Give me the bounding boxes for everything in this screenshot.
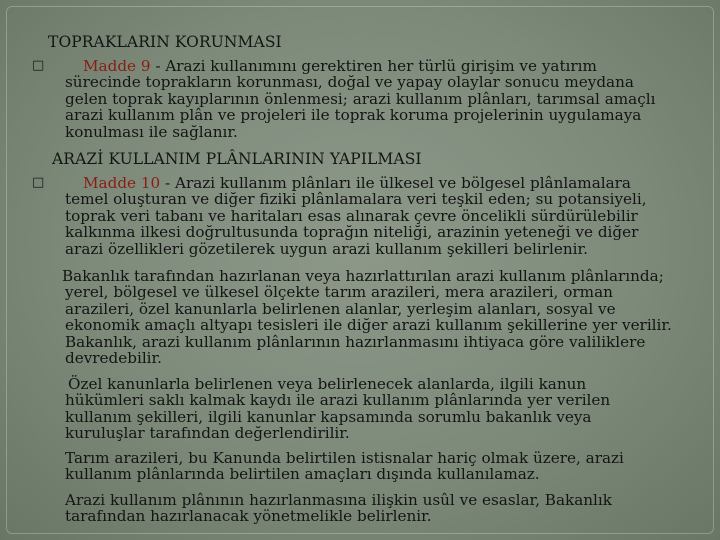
paragraph-usul-esaslar — [65, 492, 695, 525]
heading-arazi-kullanim: ARAZİ KULLANIM PLÂNLARININ YAPILMASI — [52, 150, 422, 168]
paragraph-tarim-arazileri-line-1: Tarım arazileri, bu Kanunda belirtilen istisnalar hariç olmak üzere, arazi — [65, 449, 624, 467]
paragraph-bakanlik-line-6: devredebilir. — [65, 349, 162, 368]
madde-10-line-4: kalkınma ilkesi doğrultusunda toprağın niteliği, arazinin yeteneği ve diğer — [65, 223, 639, 242]
heading-topraklarin-korunmasi: TOPRAKLARIN KORUNMASI — [48, 33, 282, 51]
bullet-square-icon: □ — [32, 175, 45, 190]
madde-9-label: Madde 9 — [83, 57, 151, 75]
bullet-square-icon: □ — [32, 58, 45, 73]
paragraph-bakanlik-line-5: Bakanlık, arazi kullanım plânlarının hazırlanmasını ihtiyaca göre valiliklere — [65, 332, 646, 351]
madde-10-line-1 — [65, 175, 695, 191]
paragraph-bakanlik-line-2: yerel, bölgesel ve ülkesel ölçekte tarım arazileri, mera arazileri, orman — [65, 283, 613, 302]
madde-10-label: Madde 10 — [83, 174, 161, 192]
madde-9-text: - Arazi kullanımını gerektiren her türlü girişim ve yatırım — [150, 57, 597, 75]
paragraph-bakanlik-line-3: arazileri, özel kanunlarla belirlenen alanlar, yerleşim alanları, sosyal ve — [65, 299, 616, 318]
madde-9-line-1 — [65, 58, 695, 74]
madde-9-line-2: sürecinde toprakların korunması, doğal ve yapay olaylar sonucu meydana — [65, 73, 634, 92]
paragraph-tarim-arazileri-line-2: kullanım plânlarında belirtilen amaçları dışında kullanılamaz. — [65, 465, 540, 484]
madde-9-line-4: arazi kullanım plân ve projeleri ile toprak koruma projelerinin uygulamaya — [65, 106, 642, 125]
paragraph-ozel-kanunlar-line-2: hükümleri saklı kalmak kaydı ile arazi kullanım plânlarında yer verilen — [65, 391, 611, 410]
madde-10-line-3: toprak veri tabanı ve haritaları esas alınarak çevre öncelikli sürdürülebilir — [65, 206, 638, 225]
madde-10-text: - Arazi kullanım plânları ile ülkesel ve bölgesel plânlamalara — [160, 174, 631, 192]
madde-9-paragraph — [65, 58, 695, 140]
paragraph-ozel-kanunlar-line-1: Özel kanunlarla belirlenen veya belirlenecek alanlarda, ilgili kanun — [68, 375, 587, 393]
paragraph-ozel-kanunlar-line-3: kullanım şekilleri, ilgili kanunlar kapsamında sorumlu bakanlık veya — [65, 407, 592, 426]
paragraph-ozel-kanunlar — [65, 376, 695, 442]
paragraph-tarim-arazileri — [65, 450, 695, 483]
paragraph-ozel-kanunlar-line-4: kuruluşlar tarafından değerlendirilir. — [65, 424, 350, 443]
paragraph-usul-esaslar-line-2: tarafından hazırlanacak yönetmelikle belirlenir. — [65, 507, 432, 526]
paragraph-usul-esaslar-line-1: Arazi kullanım plânının hazırlanmasına ilişkin usûl ve esaslar, Bakanlık — [65, 491, 612, 509]
madde-10-line-5: arazi özellikleri gözetilerek uygun arazi kullanım şekilleri belirlenir. — [65, 239, 588, 258]
paragraph-bakanlik-line-4: ekonomik amaçlı altyapı tesisleri ile diğer arazi kullanım şekillerine yer verilir. — [65, 316, 672, 335]
madde-9-line-3: gelen toprak kayıplarının önlenmesi; arazi kullanım plânları, tarımsal amaçlı — [65, 89, 656, 108]
madde-9-line-5: konulması ile sağlanır. — [65, 122, 238, 141]
madde-10-line-2: temel oluşturan ve diğer fiziki plânlamalara veri teşkil eden; su potansiyeli, — [65, 190, 647, 209]
paragraph-bakanlik — [62, 268, 692, 366]
madde-10-paragraph — [65, 175, 695, 257]
paragraph-bakanlik-line-1: Bakanlık tarafından hazırlanan veya hazırlattırılan arazi kullanım plânlarında; — [62, 267, 664, 285]
